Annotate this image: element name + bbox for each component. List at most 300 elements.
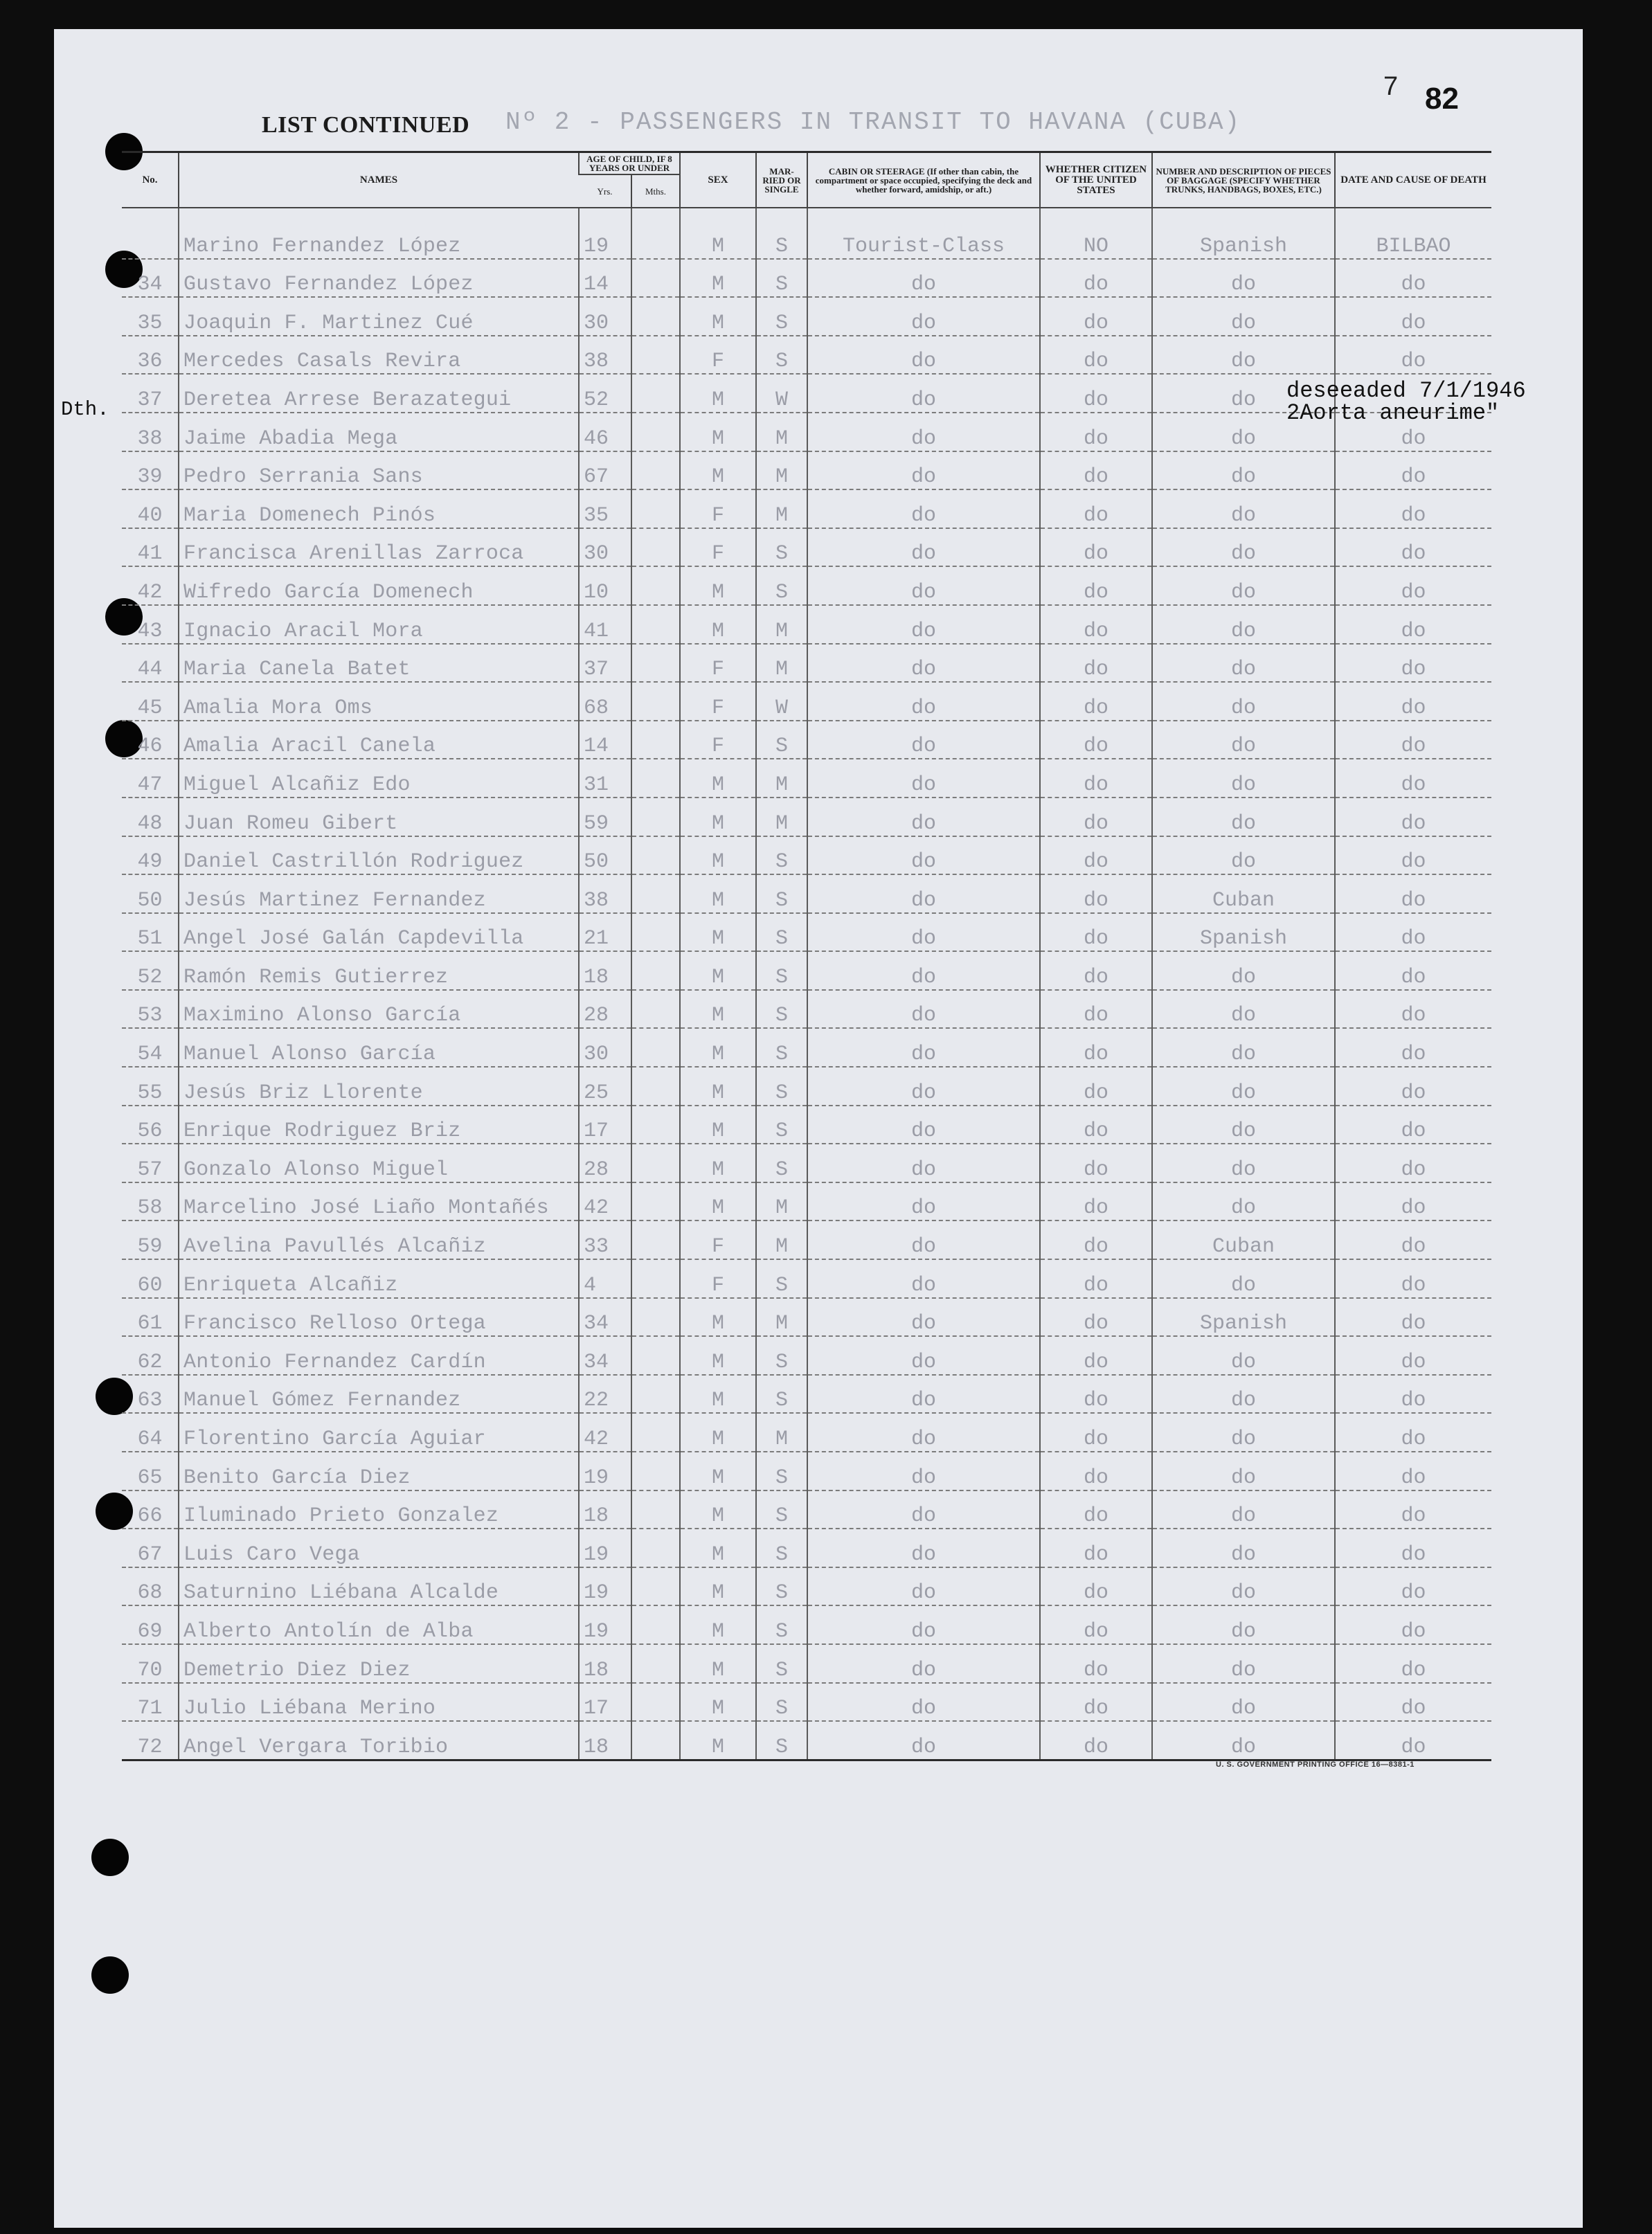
sex-cell: M (680, 1683, 756, 1722)
row-number-cell: 34 (122, 259, 179, 298)
passenger-name-cell: Antonio Fernandez Cardín (179, 1336, 579, 1375)
header-no: No. (122, 152, 179, 208)
date-cause-of-death-cell: do (1335, 951, 1491, 990)
us-citizen-cell: do (1040, 1721, 1152, 1760)
us-citizen-cell: do (1040, 1106, 1152, 1144)
date-cause-of-death-cell: do (1335, 1683, 1491, 1722)
marital-status-cell: S (756, 1644, 807, 1683)
table-row (122, 1106, 1491, 1144)
us-citizen-cell: do (1040, 798, 1152, 836)
sex-cell: F (680, 644, 756, 683)
age-years-cell: 22 (579, 1375, 631, 1414)
baggage-cell: do (1152, 451, 1335, 490)
age-years-cell: 19 (579, 221, 631, 259)
sex-cell: M (680, 1182, 756, 1221)
cabin-class-cell: do (807, 682, 1040, 721)
date-cause-of-death-cell: do (1335, 759, 1491, 798)
table-row (122, 1644, 1491, 1683)
row-number-cell: 36 (122, 336, 179, 375)
passenger-name-cell: Maria Canela Batet (179, 644, 579, 683)
age-months-cell (631, 489, 680, 528)
table-row (122, 1259, 1491, 1298)
sex-cell: M (680, 1298, 756, 1337)
age-years-cell: 17 (579, 1683, 631, 1722)
table-row (122, 682, 1491, 721)
date-cause-of-death-cell: do (1335, 605, 1491, 644)
cabin-class-cell: do (807, 1028, 1040, 1067)
table-row (122, 1490, 1491, 1529)
marital-status-cell: M (756, 413, 807, 451)
marital-status-cell: S (756, 990, 807, 1029)
cabin-class-cell: do (807, 489, 1040, 528)
age-years-cell: 59 (579, 798, 631, 836)
date-cause-of-death-cell: do (1335, 1106, 1491, 1144)
age-years-cell: 30 (579, 1028, 631, 1067)
table-row (122, 759, 1491, 798)
us-citizen-cell: do (1040, 1567, 1152, 1606)
marital-status-cell: S (756, 1567, 807, 1606)
baggage-cell: do (1152, 1605, 1335, 1644)
us-citizen-cell: do (1040, 1220, 1152, 1259)
age-months-cell (631, 1721, 680, 1760)
row-number-cell: 66 (122, 1490, 179, 1529)
passenger-name-cell: Gustavo Fernandez López (179, 259, 579, 298)
spacer-cell (579, 208, 631, 221)
passenger-name-cell: Ramón Remis Gutierrez (179, 951, 579, 990)
us-citizen-cell: do (1040, 990, 1152, 1029)
age-years-cell: 37 (579, 644, 631, 683)
sex-cell: M (680, 221, 756, 259)
baggage-cell: do (1152, 297, 1335, 336)
age-months-cell (631, 836, 680, 875)
sex-cell: M (680, 605, 756, 644)
date-cause-of-death-cell: do (1335, 1644, 1491, 1683)
marital-status-cell: M (756, 759, 807, 798)
date-cause-of-death-cell: do (1335, 1605, 1491, 1644)
cabin-class-cell: do (807, 413, 1040, 451)
marital-status-cell: S (756, 951, 807, 990)
cabin-class-cell: do (807, 259, 1040, 298)
age-years-cell: 14 (579, 259, 631, 298)
passenger-name-cell: Ignacio Aracil Mora (179, 605, 579, 644)
us-citizen-cell: do (1040, 644, 1152, 683)
us-citizen-cell: do (1040, 413, 1152, 451)
spacer-cell (1335, 208, 1491, 221)
us-citizen-cell: do (1040, 566, 1152, 605)
table-row (122, 1529, 1491, 1567)
age-months-cell (631, 374, 680, 413)
cabin-class-cell: do (807, 1529, 1040, 1567)
table-row (122, 336, 1491, 375)
cabin-class-cell: do (807, 1605, 1040, 1644)
list-continued-heading: LIST CONTINUED (262, 112, 470, 138)
cabin-class-cell: do (807, 798, 1040, 836)
header-married: MAR- RIED OR SINGLE (756, 152, 807, 208)
row-number-cell: 60 (122, 1259, 179, 1298)
row-number-cell: 43 (122, 605, 179, 644)
marital-status-cell: S (756, 1106, 807, 1144)
cabin-class-cell: do (807, 1259, 1040, 1298)
age-years-cell: 28 (579, 990, 631, 1029)
table-row (122, 1452, 1491, 1490)
us-citizen-cell: do (1040, 1529, 1152, 1567)
cabin-class-cell: do (807, 566, 1040, 605)
baggage-cell: do (1152, 566, 1335, 605)
marital-status-cell: S (756, 836, 807, 875)
marital-status-cell: S (756, 1336, 807, 1375)
table-row (122, 721, 1491, 759)
row-number-cell: 41 (122, 528, 179, 567)
page-number: 82 (1425, 82, 1459, 116)
row-number-cell: 63 (122, 1375, 179, 1414)
sex-cell: M (680, 1644, 756, 1683)
age-months-cell (631, 1067, 680, 1106)
row-number-cell: 67 (122, 1529, 179, 1567)
passenger-name-cell: Florentino García Aguiar (179, 1413, 579, 1452)
sex-cell: M (680, 413, 756, 451)
spacer-cell (680, 208, 756, 221)
age-years-cell: 35 (579, 489, 631, 528)
table-row (122, 1144, 1491, 1182)
table-row (122, 1721, 1491, 1760)
date-cause-of-death-cell: do (1335, 644, 1491, 683)
age-months-cell (631, 1644, 680, 1683)
age-years-cell: 38 (579, 874, 631, 913)
binder-hole (91, 1956, 129, 1994)
date-cause-of-death-cell: do (1335, 682, 1491, 721)
cabin-class-cell: do (807, 951, 1040, 990)
sex-cell: F (680, 528, 756, 567)
age-months-cell (631, 1336, 680, 1375)
age-years-cell: 41 (579, 605, 631, 644)
passenger-name-cell: Benito García Diez (179, 1452, 579, 1490)
baggage-cell: do (1152, 1259, 1335, 1298)
date-cause-of-death-cell: do (1335, 836, 1491, 875)
spacer-cell (122, 208, 179, 221)
marital-status-cell: S (756, 1721, 807, 1760)
us-citizen-cell: do (1040, 1028, 1152, 1067)
age-months-cell (631, 259, 680, 298)
header-citizen: WHETHER CITIZEN OF THE UNITED STATES (1040, 152, 1152, 208)
baggage-cell: do (1152, 759, 1335, 798)
us-citizen-cell: do (1040, 1336, 1152, 1375)
table-row (122, 1605, 1491, 1644)
cabin-class-cell: do (807, 374, 1040, 413)
baggage-cell: Cuban (1152, 874, 1335, 913)
date-cause-of-death-cell: do (1335, 913, 1491, 952)
baggage-cell: do (1152, 528, 1335, 567)
us-citizen-cell: do (1040, 1067, 1152, 1106)
spacer-cell (1152, 208, 1335, 221)
cabin-class-cell: do (807, 1490, 1040, 1529)
row-number-cell: 56 (122, 1106, 179, 1144)
row-number-cell: 58 (122, 1182, 179, 1221)
marital-status-cell: S (756, 1375, 807, 1414)
sex-cell: M (680, 990, 756, 1029)
baggage-cell: do (1152, 489, 1335, 528)
marital-status-cell: M (756, 644, 807, 683)
age-months-cell (631, 682, 680, 721)
baggage-cell: do (1152, 336, 1335, 375)
age-years-cell: 31 (579, 759, 631, 798)
sex-cell: M (680, 798, 756, 836)
death-mark: Dth. (61, 398, 109, 421)
table-row (122, 1375, 1491, 1414)
marital-status-cell: S (756, 1452, 807, 1490)
cabin-class-cell: do (807, 1106, 1040, 1144)
marital-status-cell: S (756, 874, 807, 913)
row-number-cell: 62 (122, 1336, 179, 1375)
baggage-cell: do (1152, 1683, 1335, 1722)
marital-status-cell: S (756, 1605, 807, 1644)
age-years-cell: 30 (579, 297, 631, 336)
date-cause-of-death-cell: BILBAO (1335, 221, 1491, 259)
age-months-cell (631, 1106, 680, 1144)
us-citizen-cell: do (1040, 605, 1152, 644)
us-citizen-cell: do (1040, 1644, 1152, 1683)
passenger-name-cell: Alberto Antolín de Alba (179, 1605, 579, 1644)
baggage-cell: do (1152, 1182, 1335, 1221)
passenger-name-cell: Julio Liébana Merino (179, 1683, 579, 1722)
us-citizen-cell: do (1040, 1490, 1152, 1529)
us-citizen-cell: do (1040, 1413, 1152, 1452)
page-tick-mark: 7 (1383, 72, 1399, 101)
age-years-cell: 68 (579, 682, 631, 721)
cabin-class-cell: do (807, 528, 1040, 567)
age-years-cell: 14 (579, 721, 631, 759)
table-row (122, 528, 1491, 567)
cabin-class-cell: do (807, 836, 1040, 875)
marital-status-cell: S (756, 1490, 807, 1529)
passenger-name-cell: Amalia Aracil Canela (179, 721, 579, 759)
spacer-cell (756, 208, 807, 221)
age-years-cell: 38 (579, 336, 631, 375)
cabin-class-cell: do (807, 1452, 1040, 1490)
row-number-cell: 61 (122, 1298, 179, 1337)
sex-cell: M (680, 1336, 756, 1375)
age-years-cell: 17 (579, 1106, 631, 1144)
marital-status-cell: M (756, 1182, 807, 1221)
date-cause-of-death-cell: do (1335, 1298, 1491, 1337)
table-row (122, 1182, 1491, 1221)
us-citizen-cell: do (1040, 336, 1152, 375)
age-months-cell (631, 1567, 680, 1606)
marital-status-cell: S (756, 297, 807, 336)
age-months-cell (631, 1413, 680, 1452)
age-years-cell: 28 (579, 1144, 631, 1182)
cabin-class-cell: do (807, 759, 1040, 798)
marital-status-cell: M (756, 489, 807, 528)
table-row (122, 259, 1491, 298)
cabin-class-cell: do (807, 913, 1040, 952)
baggage-cell: do (1152, 1028, 1335, 1067)
age-years-cell: 30 (579, 528, 631, 567)
passenger-name-cell: Jesús Martinez Fernandez (179, 874, 579, 913)
passenger-name-cell: Iluminado Prieto Gonzalez (179, 1490, 579, 1529)
row-number-cell: 42 (122, 566, 179, 605)
row-number-cell: 48 (122, 798, 179, 836)
date-cause-of-death-cell: do (1335, 798, 1491, 836)
baggage-cell: do (1152, 951, 1335, 990)
date-cause-of-death-cell: do (1335, 1182, 1491, 1221)
marital-status-cell: S (756, 528, 807, 567)
age-years-cell: 18 (579, 951, 631, 990)
row-number-cell: 59 (122, 1220, 179, 1259)
marital-status-cell: S (756, 566, 807, 605)
date-cause-of-death-cell: do (1335, 1375, 1491, 1414)
date-cause-of-death-cell: do (1335, 1028, 1491, 1067)
us-citizen-cell: do (1040, 1182, 1152, 1221)
baggage-cell: do (1152, 1375, 1335, 1414)
cabin-class-cell: do (807, 297, 1040, 336)
passenger-name-cell: Gonzalo Alonso Miguel (179, 1144, 579, 1182)
baggage-cell: do (1152, 605, 1335, 644)
table-body (122, 208, 1491, 1760)
age-months-cell (631, 644, 680, 683)
marital-status-cell: M (756, 1413, 807, 1452)
cabin-class-cell: do (807, 990, 1040, 1029)
baggage-cell: do (1152, 682, 1335, 721)
header-sex: SEX (680, 152, 756, 208)
passenger-name-cell: Maria Domenech Pinós (179, 489, 579, 528)
cabin-class-cell: do (807, 1298, 1040, 1337)
us-citizen-cell: do (1040, 1375, 1152, 1414)
age-years-cell: 52 (579, 374, 631, 413)
date-cause-of-death-cell: do (1335, 259, 1491, 298)
sex-cell: M (680, 297, 756, 336)
header-yrs: Yrs. (579, 174, 631, 208)
baggage-cell: do (1152, 413, 1335, 451)
baggage-cell: do (1152, 1336, 1335, 1375)
passenger-name-cell: Jesús Briz Llorente (179, 1067, 579, 1106)
us-citizen-cell: do (1040, 1259, 1152, 1298)
age-years-cell: 42 (579, 1182, 631, 1221)
table-row (122, 1413, 1491, 1452)
age-months-cell (631, 1144, 680, 1182)
header-spacer-row (122, 208, 1491, 221)
row-number-cell: 45 (122, 682, 179, 721)
row-number-cell: 40 (122, 489, 179, 528)
age-months-cell (631, 759, 680, 798)
spacer-cell (807, 208, 1040, 221)
baggage-cell: do (1152, 836, 1335, 875)
row-number-cell: 64 (122, 1413, 179, 1452)
age-months-cell (631, 297, 680, 336)
baggage-cell: do (1152, 1106, 1335, 1144)
cabin-class-cell: do (807, 1721, 1040, 1760)
marital-status-cell: S (756, 259, 807, 298)
us-citizen-cell: do (1040, 297, 1152, 336)
age-months-cell (631, 1452, 680, 1490)
passenger-name-cell: Angel Vergara Toribio (179, 1721, 579, 1760)
sex-cell: F (680, 336, 756, 375)
passenger-name-cell: Pedro Serrania Sans (179, 451, 579, 490)
cabin-class-cell: do (807, 605, 1040, 644)
baggage-cell: do (1152, 644, 1335, 683)
row-number-cell: 47 (122, 759, 179, 798)
sex-cell: M (680, 1721, 756, 1760)
age-months-cell (631, 1375, 680, 1414)
passenger-name-cell: Angel José Galán Capdevilla (179, 913, 579, 952)
cabin-class-cell: do (807, 1413, 1040, 1452)
passenger-name-cell: Marino Fernandez López (179, 221, 579, 259)
cabin-class-cell: do (807, 1567, 1040, 1606)
baggage-cell: do (1152, 721, 1335, 759)
table-row (122, 1567, 1491, 1606)
row-number-cell: 37 (122, 374, 179, 413)
sex-cell: M (680, 1106, 756, 1144)
age-years-cell: 19 (579, 1529, 631, 1567)
sex-cell: F (680, 1220, 756, 1259)
sex-cell: F (680, 1259, 756, 1298)
marital-status-cell: S (756, 1144, 807, 1182)
printing-office-footer: U. S. GOVERNMENT PRINTING OFFICE 16—8381-1 (1216, 1760, 1415, 1769)
sex-cell: M (680, 1028, 756, 1067)
date-cause-of-death-cell: do (1335, 874, 1491, 913)
date-cause-of-death-cell: do (1335, 721, 1491, 759)
binder-hole (91, 1839, 129, 1876)
row-number-cell: 35 (122, 297, 179, 336)
age-months-cell (631, 451, 680, 490)
cabin-class-cell: Tourist-Class (807, 221, 1040, 259)
age-years-cell: 34 (579, 1298, 631, 1337)
table-row (122, 1683, 1491, 1722)
us-citizen-cell: do (1040, 951, 1152, 990)
cabin-class-cell: do (807, 721, 1040, 759)
table-row (122, 605, 1491, 644)
table-row (122, 874, 1491, 913)
us-citizen-cell: do (1040, 682, 1152, 721)
table-row (122, 1298, 1491, 1337)
baggage-cell: Cuban (1152, 1220, 1335, 1259)
age-years-cell: 4 (579, 1259, 631, 1298)
age-months-cell (631, 221, 680, 259)
sex-cell: M (680, 1567, 756, 1606)
cabin-class-cell: do (807, 1644, 1040, 1683)
marital-status-cell: M (756, 1220, 807, 1259)
spacer-cell (1040, 208, 1152, 221)
marital-status-cell: M (756, 605, 807, 644)
baggage-cell: do (1152, 1413, 1335, 1452)
passenger-name-cell: Demetrio Diez Diez (179, 1644, 579, 1683)
table-row (122, 297, 1491, 336)
sex-cell: M (680, 566, 756, 605)
age-years-cell: 42 (579, 1413, 631, 1452)
baggage-cell: do (1152, 798, 1335, 836)
sex-cell: M (680, 1067, 756, 1106)
baggage-cell: do (1152, 374, 1335, 413)
row-number-cell: 72 (122, 1721, 179, 1760)
date-cause-of-death-cell: do (1335, 1413, 1491, 1452)
sex-cell: M (680, 1452, 756, 1490)
us-citizen-cell: do (1040, 528, 1152, 567)
table-row (122, 221, 1491, 259)
age-years-cell: 46 (579, 413, 631, 451)
age-months-cell (631, 605, 680, 644)
passenger-name-cell: Amalia Mora Oms (179, 682, 579, 721)
cabin-class-cell: do (807, 1375, 1040, 1414)
row-number-cell: 53 (122, 990, 179, 1029)
age-years-cell: 33 (579, 1220, 631, 1259)
row-number-cell: 38 (122, 413, 179, 451)
header-death: DATE AND CAUSE OF DEATH (1335, 152, 1491, 208)
age-months-cell (631, 1028, 680, 1067)
marital-status-cell: S (756, 1259, 807, 1298)
date-cause-of-death-cell: do (1335, 1567, 1491, 1606)
age-months-cell (631, 566, 680, 605)
age-months-cell (631, 1683, 680, 1722)
passenger-name-cell: Jaime Abadia Mega (179, 413, 579, 451)
